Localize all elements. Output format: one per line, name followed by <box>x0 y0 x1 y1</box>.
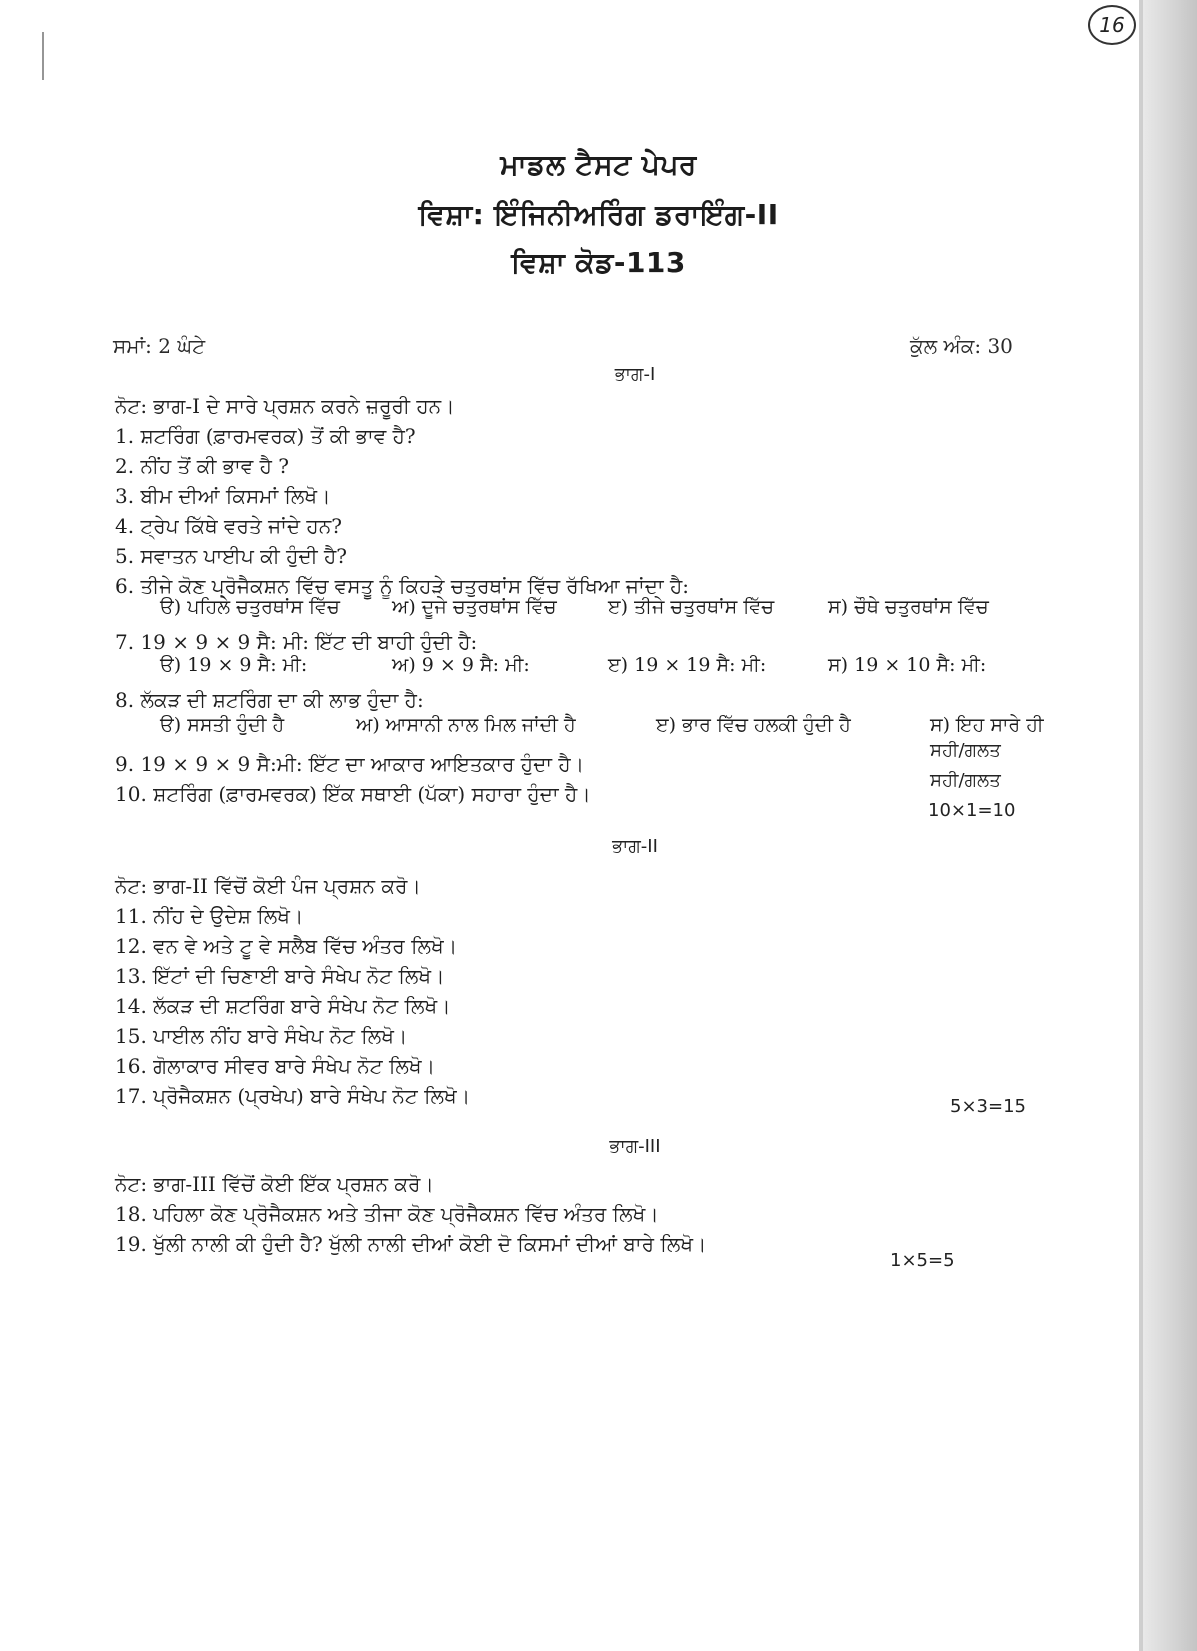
paper-title: ਮਾਡਲ ਟੈਸਟ ਪੇਪਰ <box>500 148 697 181</box>
page-number: 16 <box>1088 5 1136 45</box>
question-6: 6. ਤੀਜੇ ਕੋਣ ਪ੍ਰੋਜੈਕਸ਼ਨ ਵਿੱਚ ਵਸਤੂ ਨੂੰ ਕਿਹੜੇ ਚਤੁਰਥਾਂਸ ਵਿੱਚ ਰੱਖਿਆ ਜਾਂਦਾ ਹੈ: <box>115 574 689 598</box>
question-2: 2. ਨੀਂਹ ਤੋਂ ਕੀ ਭਾਵ ਹੈ ? <box>115 454 289 478</box>
question-9: 9. 19 × 9 × 9 ਸੈ:ਮੀ: ਇੱਟ ਦਾ ਆਕਾਰ ਆਇਤਕਾਰ ਹੁੰਦਾ ਹੈ। <box>115 752 585 776</box>
question-3: 3. ਬੀਮ ਦੀਆਂ ਕਿਸਮਾਂ ਲਿਖੋ। <box>115 484 331 508</box>
question-11: 11. ਨੀਂਹ ਦੇ ਉਦੇਸ਼ ਲਿਖੋ। <box>115 904 304 928</box>
question-1: 1. ਸ਼ਟਰਿੰਗ (ਫ਼ਾਰਮਵਰਕ) ਤੋਂ ਕੀ ਭਾਵ ਹੈ? <box>115 424 416 448</box>
question-7: 7. 19 × 9 × 9 ਸੈ: ਮੀ: ਇੱਟ ਦੀ ਬਾਹੀ ਹੁੰਦੀ ਹੈ: <box>115 630 478 654</box>
q7-option-c: ੲ) 19 × 19 ਸੈ: ਮੀ: <box>608 654 767 676</box>
part1-note: ਨੋਟ: ਭਾਗ-I ਦੇ ਸਾਰੇ ਪ੍ਰਸ਼ਨ ਕਰਨੇ ਜ਼ਰੂਰੀ ਹਨ। <box>115 394 455 418</box>
part2-score: 5×3=15 <box>950 1096 1026 1117</box>
time-allowed: ਸਮਾਂ: 2 ਘੰਟੇ <box>113 334 206 358</box>
margin-pen-mark <box>42 32 44 80</box>
question-6-options <box>160 596 1080 624</box>
part1-heading: ਭਾਗ-I <box>614 364 656 385</box>
question-18: 18. ਪਹਿਲਾ ਕੋਣ ਪ੍ਰੋਜੈਕਸ਼ਨ ਅਤੇ ਤੀਜਾ ਕੋਣ ਪ੍ਰੋਜੈਕਸ਼ਨ ਵਿੱਚ ਅੰਤਰ ਲਿਖੋ। <box>115 1202 659 1226</box>
part1-score: 10×1=10 <box>928 800 1016 821</box>
part3-score: 1×5=5 <box>890 1250 955 1271</box>
subject-code: ਵਿਸ਼ਾ ਕੋਡ-113 <box>511 246 686 279</box>
total-marks: ਕੁੱਲ ਅੰਕ: 30 <box>910 334 1013 358</box>
part3-note: ਨੋਟ: ਭਾਗ-III ਵਿੱਚੋਂ ਕੋਈ ਇੱਕ ਪ੍ਰਸ਼ਨ ਕਰੋ। <box>115 1172 434 1196</box>
question-7-options <box>160 654 1080 682</box>
question-8: 8. ਲੱਕੜ ਦੀ ਸ਼ਟਰਿੰਗ ਦਾ ਕੀ ਲਾਭ ਹੁੰਦਾ ਹੈ: <box>115 688 424 712</box>
question-13: 13. ਇੱਟਾਂ ਦੀ ਚਿਣਾਈ ਬਾਰੇ ਸੰਖੇਪ ਨੋਟ ਲਿਖੋ। <box>115 964 445 988</box>
question-16: 16. ਗੋਲਾਕਾਰ ਸੀਵਰ ਬਾਰੇ ਸੰਖੇਪ ਨੋਟ ਲਿਖੋ। <box>115 1054 436 1078</box>
q6-option-b: ਅ) ਦੂਜੇ ਚਤੁਰਥਾਂਸ ਵਿੱਚ <box>392 596 557 618</box>
question-19: 19. ਖੁੱਲੀ ਨਾਲੀ ਕੀ ਹੁੰਦੀ ਹੈ? ਖੁੱਲੀ ਨਾਲੀ ਦੀਆਂ ਕੋਈ ਦੋ ਕਿਸਮਾਂ ਦੀਆਂ ਬਾਰੇ ਲਿਖੋ। <box>115 1232 707 1256</box>
q7-option-b: ਅ) 9 × 9 ਸੈ: ਮੀ: <box>392 654 530 676</box>
question-9-true-false: ਸਹੀ/ਗਲਤ <box>930 740 1001 761</box>
q8-option-d: ਸ) ਇਹ ਸਾਰੇ ਹੀ <box>930 714 1044 736</box>
q6-option-d: ਸ) ਚੌਥੇ ਚਤੁਰਥਾਂਸ ਵਿੱਚ <box>828 596 989 618</box>
q6-option-c: ੲ) ਤੀਜੇ ਚਤੁਰਥਾਂਸ ਵਿੱਚ <box>608 596 775 618</box>
part2-note: ਨੋਟ: ਭਾਗ-II ਵਿੱਚੋਂ ਕੋਈ ਪੰਜ ਪ੍ਰਸ਼ਨ ਕਰੋ। <box>115 874 421 898</box>
question-4: 4. ਟ੍ਰੇਪ ਕਿੱਥੇ ਵਰਤੇ ਜਾਂਦੇ ਹਨ? <box>115 514 342 538</box>
part2-heading: ਭਾਗ-II <box>612 836 658 857</box>
question-14: 14. ਲੱਕੜ ਦੀ ਸ਼ਟਰਿੰਗ ਬਾਰੇ ਸੰਖੇਪ ਨੋਟ ਲਿਖੋ। <box>115 994 451 1018</box>
question-5: 5. ਸਵਾਤਨ ਪਾਈਪ ਕੀ ਹੁੰਦੀ ਹੈ? <box>115 544 348 568</box>
question-12: 12. ਵਨ ਵੇ ਅਤੇ ਟੂ ਵੇ ਸਲੈਬ ਵਿੱਚ ਅੰਤਰ ਲਿਖੋ। <box>115 934 458 958</box>
question-8-options <box>160 714 1080 742</box>
q8-option-c: ੲ) ਭਾਰ ਵਿੱਚ ਹਲਕੀ ਹੁੰਦੀ ਹੈ <box>656 714 851 736</box>
q6-option-a: ੳ) ਪਹਿਲੇ ਚਤੁਰਥਾਂਸ ਵਿੱਚ <box>160 596 340 618</box>
q8-option-b: ਅ) ਆਸਾਨੀ ਨਾਲ ਮਿਲ ਜਾਂਦੀ ਹੈ <box>356 714 576 736</box>
question-10-true-false: ਸਹੀ/ਗਲਤ <box>930 770 1001 791</box>
question-17: 17. ਪ੍ਰੋਜੈਕਸ਼ਨ (ਪ੍ਰਖੇਪ) ਬਾਰੇ ਸੰਖੇਪ ਨੋਟ ਲਿਖੋ। <box>115 1084 471 1108</box>
q7-option-a: ੳ) 19 × 9 ਸੈ: ਮੀ: <box>160 654 308 676</box>
question-15: 15. ਪਾਈਲ ਨੀਂਹ ਬਾਰੇ ਸੰਖੇਪ ਨੋਟ ਲਿਖੋ। <box>115 1024 408 1048</box>
q7-option-d: ਸ) 19 × 10 ਸੈ: ਮੀ: <box>828 654 987 676</box>
question-10: 10. ਸ਼ਟਰਿੰਗ (ਫ਼ਾਰਮਵਰਕ) ਇੱਕ ਸਥਾਈ (ਪੱਕਾ) ਸਹਾਰਾ ਹੁੰਦਾ ਹੈ। <box>115 782 591 806</box>
subject-line: ਵਿਸ਼ਾ: ਇੰਜਿਨੀਅਰਿੰਗ ਡਰਾਇੰਗ-II <box>418 198 779 231</box>
part3-heading: ਭਾਗ-III <box>609 1136 661 1157</box>
q8-option-a: ੳ) ਸਸਤੀ ਹੁੰਦੀ ਹੈ <box>160 714 285 736</box>
